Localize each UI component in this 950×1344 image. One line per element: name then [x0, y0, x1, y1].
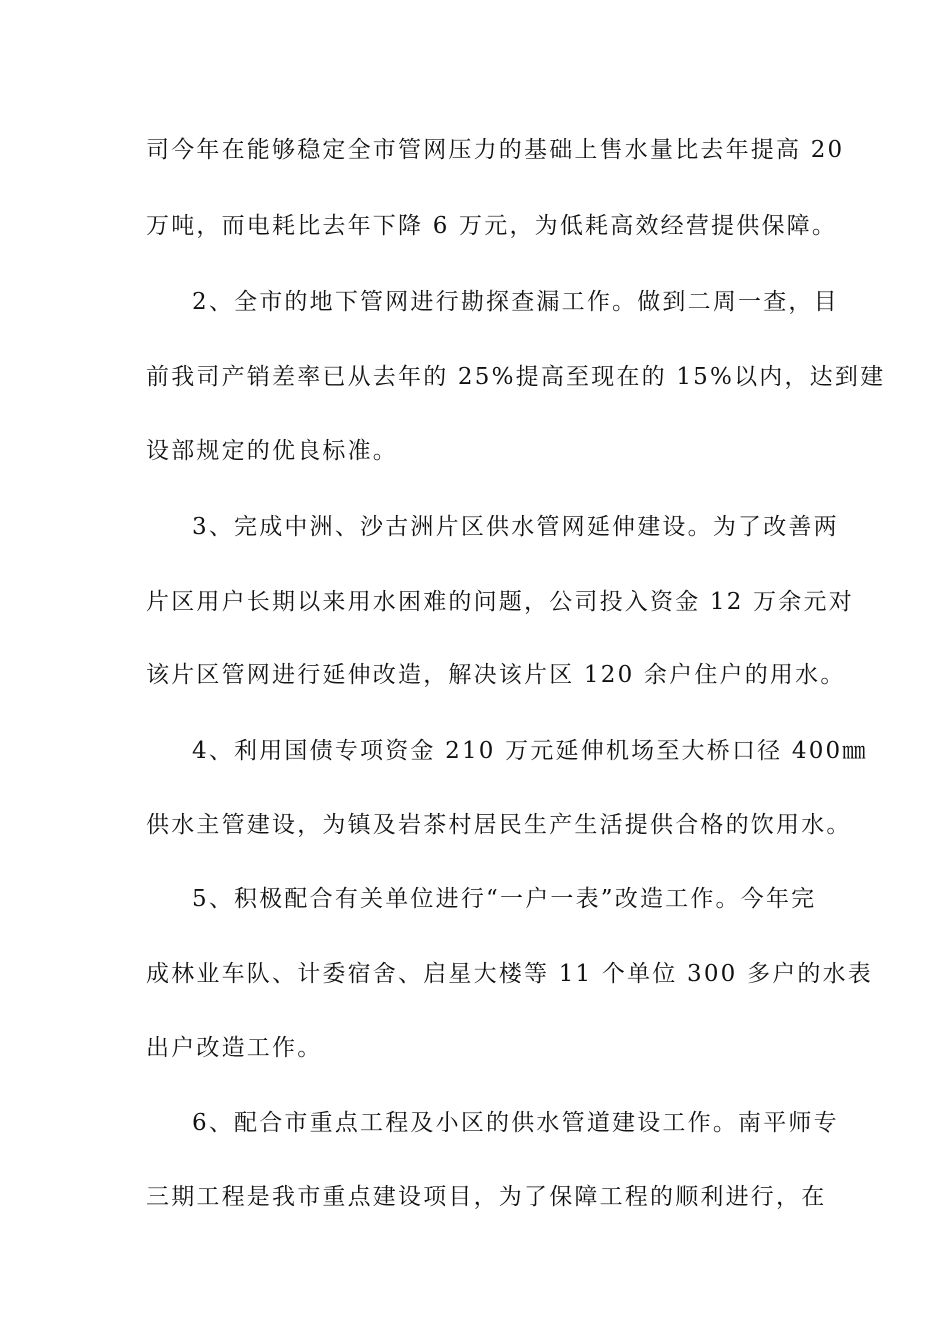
text-line: 6、配合市重点工程及小区的供水管道建设工作。南平师专	[192, 1110, 839, 1136]
text-line: 出户改造工作。	[146, 1035, 323, 1061]
text-line: 司今年在能够稳定全市管网压力的基础上售水量比去年提高 20	[146, 137, 845, 163]
text-line: 前我司产销差率已从去年的 25%提高至现在的 15%以内，达到建	[146, 364, 886, 390]
text-line: 供水主管建设，为镇及岩茶村居民生产生活提供合格的饮用水。	[146, 812, 852, 838]
text-line: 4、利用国债专项资金 210 万元延伸机场至大桥口径 400㎜	[192, 738, 868, 764]
text-line: 三期工程是我市重点建设项目，为了保障工程的顺利进行，在	[146, 1184, 827, 1210]
text-line: 2、全市的地下管网进行勘探查漏工作。做到二周一查，目	[192, 289, 839, 315]
text-line: 该片区管网进行延伸改造，解决该片区 120 余户住户的用水。	[146, 662, 846, 688]
text-line: 3、完成中洲、沙古洲片区供水管网延伸建设。为了改善两	[192, 514, 839, 540]
text-line: 万吨，而电耗比去年下降 6 万元，为低耗高效经营提供保障。	[146, 213, 838, 239]
text-line: 片区用户长期以来用水困难的问题，公司投入资金 12 万余元对	[146, 589, 854, 615]
text-line: 5、积极配合有关单位进行“一户一表”改造工作。今年完	[192, 886, 817, 912]
text-line: 设部规定的优良标准。	[146, 438, 398, 464]
text-line: 成林业车队、计委宿舍、启星大楼等 11 个单位 300 多户的水表	[146, 961, 874, 987]
